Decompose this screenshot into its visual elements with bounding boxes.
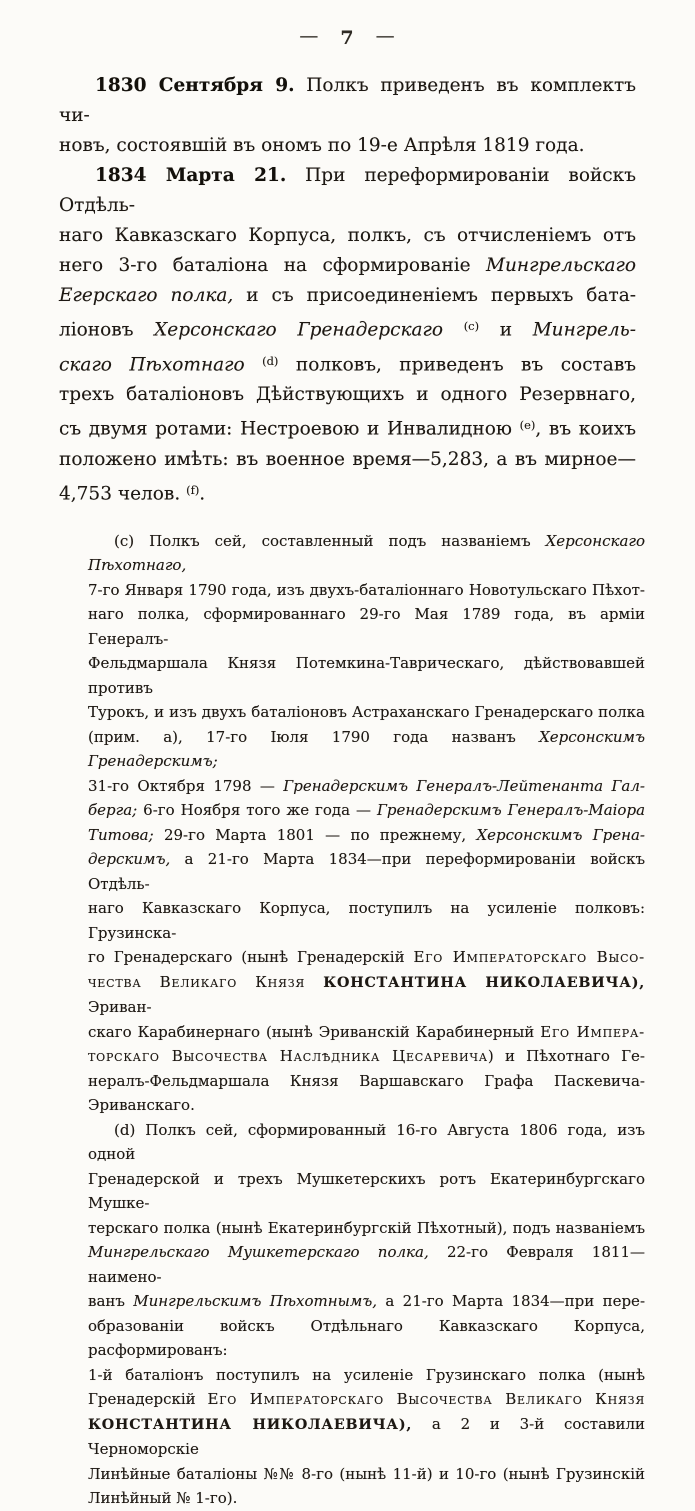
footnote-marker: (e)	[519, 418, 536, 433]
text-segment: Херсонскимъ Грена-	[476, 825, 645, 844]
text-segment: КОНСТАНТИНА НИКОЛАЕВИЧА),	[88, 1416, 413, 1433]
text-line	[88, 774, 645, 799]
text-segment: и	[479, 319, 533, 341]
text-line	[88, 529, 645, 578]
text-segment: Гренадерской и трехъ Мушкетерскихъ ротъ Екатеринбургскаго Мушке-	[88, 1169, 645, 1213]
text-line	[88, 896, 645, 945]
text-line	[88, 578, 645, 603]
text-segment: новъ, состоявшій въ ономъ по 19-е Апрѣля 1819 года.	[59, 135, 585, 156]
text-line	[59, 380, 636, 410]
page-header	[0, 27, 695, 49]
text-line	[88, 945, 645, 970]
text-line	[88, 1412, 645, 1462]
footnote-marker: (d)	[262, 353, 279, 368]
text-line	[88, 700, 645, 725]
text-segment: наго Кавказскаго Корпуса, полкъ, съ отчисленіемъ отъ	[59, 225, 636, 246]
text-line	[88, 1462, 645, 1487]
text-line	[59, 221, 636, 251]
text-segment: ) и Пѣхотнаго Ге-	[487, 1047, 645, 1066]
text-segment: образованіи войскъ Отдѣльнаго Кавказскаго Корпуса, расформированъ:	[88, 1316, 645, 1360]
text-segment: Фельдмаршала Князя Потемкина-Таврическаго, дѣйствовавшей противъ	[88, 654, 645, 697]
page-number: 7	[340, 27, 355, 49]
text-segment: и съ присоединеніемъ первыхъ бата-	[233, 285, 636, 306]
text-segment: а 2 и 3-й составили Черноморскіе	[88, 1414, 645, 1459]
text-segment: Гренадерскій	[88, 1390, 208, 1409]
text-segment: чества Великаго Князя	[88, 972, 324, 991]
text-line	[88, 1216, 645, 1241]
text-line	[88, 725, 645, 774]
text-segment: .	[199, 483, 206, 505]
footnote-d	[88, 1118, 645, 1511]
text-segment: Мингрельскаго Мушкетерскаго полка,	[88, 1243, 429, 1262]
text-line	[88, 798, 645, 823]
text-segment: скаго Пѣхотнаго	[59, 354, 263, 376]
text-segment: Линѣйные баталіоны №№ 8-го (нынѣ 11-й) и 10-го (нынѣ Грузинскій	[88, 1464, 645, 1483]
text-segment: 4,753 челов.	[59, 483, 187, 505]
text-segment: Херсонскаго Пѣхотнаго,	[88, 531, 645, 575]
text-segment: Его Императорскаго Высочества Великаго Князя	[207, 1390, 646, 1409]
text-segment: положено имѣть: въ военное время—5,283, а въ мирное—	[59, 449, 636, 471]
header-dash-left: —	[299, 25, 320, 47]
text-line	[59, 445, 636, 475]
text-segment: 1830 Сентября 9.	[95, 75, 295, 96]
text-segment: терскаго полка (нынѣ Екатеринбургскій Пѣхотный), подъ названіемъ	[88, 1218, 645, 1237]
text-line	[88, 847, 645, 896]
text-segment: Херсонскимъ Гренадерскимъ;	[88, 727, 645, 771]
text-segment: трехъ баталіоновъ Дѣйствующихъ и одного Резервнаго,	[59, 384, 636, 406]
text-line	[88, 1314, 645, 1363]
text-line	[88, 970, 645, 1020]
header-dash-right: —	[375, 25, 396, 47]
text-segment: ліоновъ	[59, 319, 155, 341]
text-line	[88, 1363, 645, 1388]
text-segment: КОНСТАНТИНА НИКОЛАЕВИЧА),	[323, 974, 645, 991]
text-segment: Полкъ приведенъ въ комплектъ чи-	[59, 75, 637, 126]
text-segment: дерскимъ,	[88, 850, 171, 869]
text-segment: 31-го Октября 1798 —	[88, 776, 284, 795]
text-segment: Мингрель-	[532, 319, 637, 341]
text-segment: ванъ	[88, 1292, 134, 1311]
text-segment: 29-го Марта 1801 — по прежнему,	[153, 825, 477, 844]
text-line	[88, 823, 645, 848]
text-segment: Титова;	[88, 825, 154, 844]
text-line	[88, 1486, 645, 1511]
text-segment: 7-го Января 1790 года, изъ двухъ-баталіоннаго Новотульскаго Пѣхот-	[88, 580, 645, 599]
text-line	[59, 281, 636, 311]
paragraph-entry-1830	[59, 71, 636, 161]
text-segment: Линѣйный № 1-го).	[88, 1489, 238, 1508]
text-segment: берга;	[88, 801, 138, 820]
text-segment: скаго Карабинернаго (нынѣ Эриванскій Карабинерный	[88, 1022, 541, 1041]
text-segment: 1-й баталіонъ поступилъ на усиленіе Грузинскаго полка (нынѣ	[88, 1365, 645, 1384]
paragraph-entry-1834	[59, 161, 636, 510]
text-line	[88, 1387, 645, 1412]
text-line	[88, 602, 645, 651]
text-line	[59, 251, 636, 281]
text-line	[59, 161, 636, 221]
text-segment: а 21-го Марта 1834—при пере-	[377, 1292, 646, 1311]
footnote-marker: (f)	[186, 483, 200, 498]
footnote-marker: (c)	[463, 319, 480, 333]
text-segment: полковъ, приведенъ въ составъ	[278, 354, 636, 376]
text-segment: Егерскаго полка,	[59, 285, 234, 306]
text-segment: 6-го Ноября того же года —	[137, 801, 377, 820]
text-line	[88, 651, 645, 700]
text-segment: Мингрельскаго	[486, 255, 636, 276]
text-segment: При переформированіи войскъ Отдѣль-	[59, 165, 636, 216]
text-segment: Его Импера-	[540, 1022, 645, 1041]
text-segment: (прим. а), 17-го Іюля 1790 года названъ	[88, 727, 540, 746]
text-segment: Херсонскаго Гренадерскаго	[154, 319, 464, 341]
text-line	[59, 71, 636, 131]
footnote-c	[88, 529, 645, 1118]
text-segment: Его Императорскаго Высо-	[413, 948, 645, 967]
text-line	[88, 1289, 645, 1314]
text-segment: Гренадерскимъ Генералъ-Маіора	[376, 801, 646, 820]
text-segment: нералъ-Фельдмаршала Князя Варшавскаго Графа Паскевича-Эриванскаго.	[88, 1071, 645, 1115]
text-segment: Эриван-	[88, 998, 152, 1017]
text-line	[88, 1020, 645, 1045]
text-segment: го Гренадерскаго (нынѣ Гренадерскій	[88, 948, 414, 967]
text-line	[88, 1118, 645, 1167]
text-segment: Мингрельскимъ Пѣхотнымъ,	[133, 1292, 378, 1311]
text-segment: (c) Полкъ сей, составленный подъ названіемъ	[114, 531, 546, 550]
text-line	[88, 1240, 645, 1289]
text-segment: наго полка, сформированнаго 29-го Мая 1789 года, въ арміи Генералъ-	[88, 605, 645, 648]
text-segment: а 21-го Марта 1834—при переформированіи войскъ Отдѣль-	[88, 850, 645, 893]
text-segment: , въ коихъ	[535, 419, 637, 441]
text-segment: него 3-го баталіона на сформированіе	[59, 255, 487, 276]
text-line	[59, 311, 636, 346]
text-segment: Турокъ, и изъ двухъ баталіоновъ Астраханскаго Гренадерскаго полка	[88, 703, 645, 722]
text-segment: торскаго Высочества Наслѣдника Цесаревича	[88, 1047, 488, 1066]
footnotes-section	[88, 529, 645, 1511]
text-segment: съ двумя ротами: Нестроевою и Инвалидною	[59, 419, 520, 441]
text-segment: (d) Полкъ сей, сформированный 16-го Августа 1806 года, изъ одной	[88, 1120, 645, 1164]
text-line	[88, 1069, 645, 1118]
text-line	[59, 410, 636, 445]
text-segment: 22-го Февраля 1811—наимено-	[88, 1243, 645, 1286]
text-segment: наго Кавказскаго Корпуса, поступилъ на усиленіе полковъ: Грузинска-	[88, 899, 645, 942]
text-line	[59, 131, 636, 161]
text-line	[59, 346, 636, 381]
main-text	[59, 71, 636, 510]
text-line	[88, 1044, 645, 1069]
text-segment: 1834 Марта 21.	[95, 165, 287, 186]
text-line	[59, 475, 636, 510]
text-segment: Гренадерскимъ Генералъ-Лейтенанта Гал-	[283, 776, 645, 795]
text-line	[88, 1167, 645, 1216]
